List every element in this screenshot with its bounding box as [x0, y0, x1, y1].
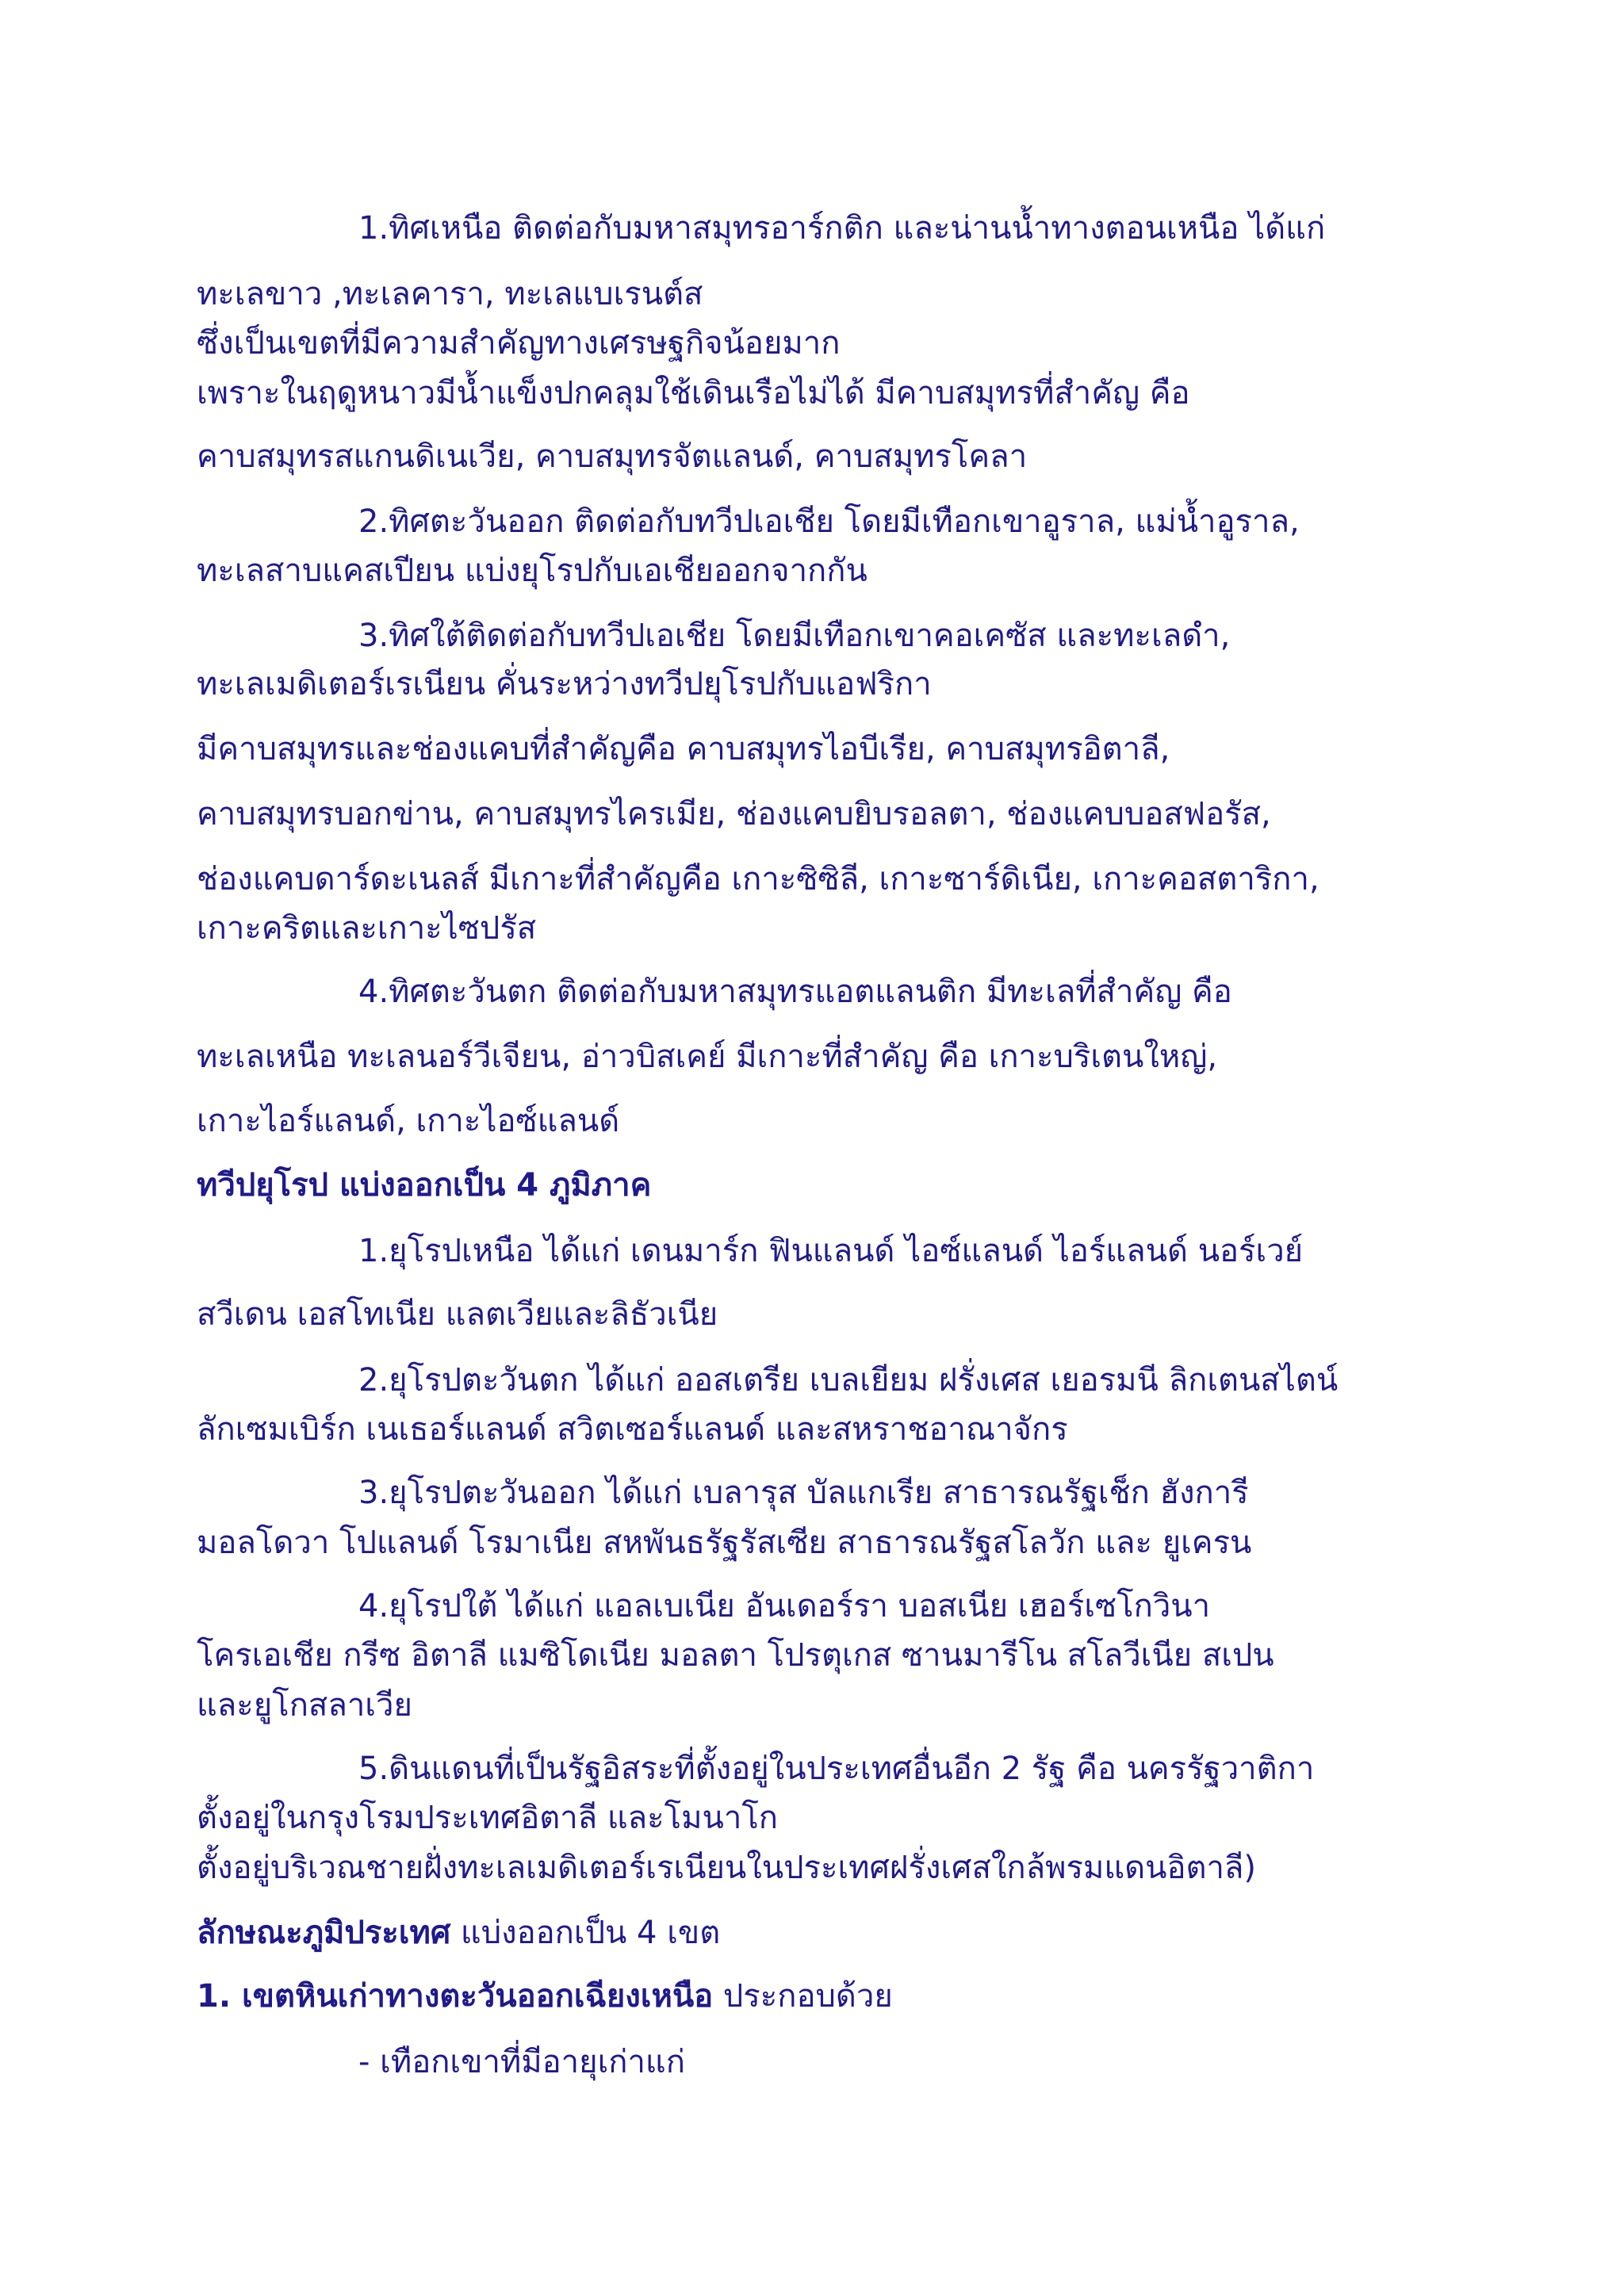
region-4-line-1: 4.ยุโรปใต้ ได้แก่ แอลเบเนีย อันเดอร์รา บอสเนีย เฮอร์เซโกวินา: [358, 1588, 1211, 1624]
paragraph-4-line-3: เกาะไอร์แลนด์, เกาะไอซ์แลนด์: [197, 1103, 620, 1139]
paragraph-1-line-3: ซึ่งเป็นเขตที่มีความสำคัญทางเศรษฐกิจน้อยมาก: [197, 325, 841, 362]
paragraph-3-line-5: ช่องแคบดาร์ดะเนลส์ มีเกาะที่สำคัญคือ เกาะซิซิลี, เกาะซาร์ดิเนีย, เกาะคอสตาริกา,: [197, 861, 1320, 897]
zone-1-heading-title: 1. เขตหินเก่าทางตะวันออกเฉียงเหนือ: [197, 1978, 714, 2015]
region-1-line-2: สวีเดน เอสโทเนีย แลตเวียและลิธัวเนีย: [197, 1296, 718, 1333]
paragraph-1-line-4: เพราะในฤดูหนาวมีน้ำแข็งปกคลุมใช้เดินเรือไม่ได้ มีคาบสมุทรที่สำคัญ คือ: [197, 375, 1190, 411]
landform-heading-title: ลักษณะภูมิประเทศ: [197, 1915, 451, 1951]
paragraph-3-line-4: คาบสมุทรบอกข่าน, คาบสมุทรไครเมีย, ช่องแคบยิบรอลตา, ช่องแคบบอสฟอรัส,: [197, 796, 1271, 832]
paragraph-2-line-2: ทะเลสาบแคสเปียน แบ่งยุโรปกับเอเชียออกจากกัน: [197, 553, 868, 589]
paragraph-1-line-5: คาบสมุทรสแกนดิเนเวีย, คาบสมุทรจัตแลนด์, คาบสมุทรโคลา: [197, 438, 1028, 475]
paragraph-1-line-1: 1.ทิศเหนือ ติดต่อกับมหาสมุทรอาร์กติก และน่านน้ำทางตอนเหนือ ได้แก่: [358, 210, 1326, 247]
zone-1-bullet-1: - เทือกเขาที่มีอายุเก่าแก่: [358, 2044, 685, 2080]
region-4-line-2: โครเอเชีย กรีซ อิตาลี แมซิโดเนีย มอลตา โปรตุเกส ซานมารีโน สโลวีเนีย สเปน: [197, 1637, 1274, 1674]
landform-heading: [197, 1913, 720, 1953]
region-5-line-3: ตั้งอยู่บริเวณชายฝั่งทะเลเมดิเตอร์เรเนียนในประเทศฝรั่งเศสใกล้พรมแดนอิตาลี): [197, 1850, 1257, 1886]
paragraph-4-line-2: ทะเลเหนือ ทะเลนอร์วีเจียน, อ่าวบิสเคย์ มีเกาะที่สำคัญ คือ เกาะบริเตนใหญ่,: [197, 1039, 1218, 1075]
region-5-line-2: ตั้งอยู่ในกรุงโรมประเทศอิตาลี และโมนาโก: [197, 1800, 779, 1836]
landform-heading-detail: แบ่งออกเป็น 4 เขต: [450, 1915, 721, 1951]
region-2-line-1: 2.ยุโรปตะวันตก ได้แก่ ออสเตรีย เบลเยียม ฝรั่งเศส เยอรมนี ลิกเตนสไตน์: [358, 1362, 1339, 1399]
region-5-line-1: 5.ดินแดนที่เป็นรัฐอิสระที่ตั้งอยู่ในประเทศอื่นอีก 2 รัฐ คือ นครรัฐวาติกา: [358, 1751, 1315, 1787]
paragraph-1-line-2: ทะเลขาว ,ทะเลคารา, ทะเลแบเรนต์ส: [197, 276, 703, 312]
region-3-line-2: มอลโดวา โปแลนด์ โรมาเนีย สหพันธรัฐรัสเซีย สาธารณรัฐสโลวัก และ ยูเครน: [197, 1525, 1252, 1561]
zone-1-heading: [197, 1976, 893, 2016]
paragraph-2-line-1: 2.ทิศตะวันออก ติดต่อกับทวีปเอเชีย โดยมีเทือกเขาอูราล, แม่น้ำอูราล,: [358, 503, 1300, 540]
paragraph-3-line-6: เกาะคริตและเกาะไซปรัส: [197, 910, 537, 947]
paragraph-3-line-2: ทะเลเมดิเตอร์เรเนียน คั่นระหว่างทวีปยุโรปกับแอฟริกา: [197, 666, 932, 702]
region-2-line-2: ลักเซมเบิร์ก เนเธอร์แลนด์ สวิตเซอร์แลนด์ และสหราชอาณาจักร: [197, 1411, 1068, 1448]
zone-1-heading-detail: ประกอบด้วย: [713, 1978, 893, 2015]
region-1-line-1: 1.ยุโรปเหนือ ได้แก่ เดนมาร์ก ฟินแลนด์ ไอซ์แลนด์ ไอร์แลนด์ นอร์เวย์: [358, 1233, 1304, 1269]
paragraph-3-line-1: 3.ทิศใต้ติดต่อกับทวีปเอเชีย โดยมีเทือกเขาคอเคซัส และทะเลดำ,: [358, 618, 1231, 654]
section-heading-regions: ทวีปยุโรป แบ่งออกเป็น 4 ภูมิภาค: [197, 1167, 652, 1203]
region-4-line-3: และยูโกสลาเวีย: [197, 1687, 412, 1724]
region-3-line-1: 3.ยุโรปตะวันออก ได้แก่ เบลารุส บัลแกเรีย สาธารณรัฐเช็ก ฮังการี: [358, 1475, 1249, 1511]
paragraph-4-line-1: 4.ทิศตะวันตก ติดต่อกับมหาสมุทรแอตแลนติก มีทะเลที่สำคัญ คือ: [358, 974, 1232, 1010]
paragraph-3-line-3: มีคาบสมุทรและช่องแคบที่สำคัญคือ คาบสมุทรไอบีเรีย, คาบสมุทรอิตาลี,: [197, 731, 1170, 767]
